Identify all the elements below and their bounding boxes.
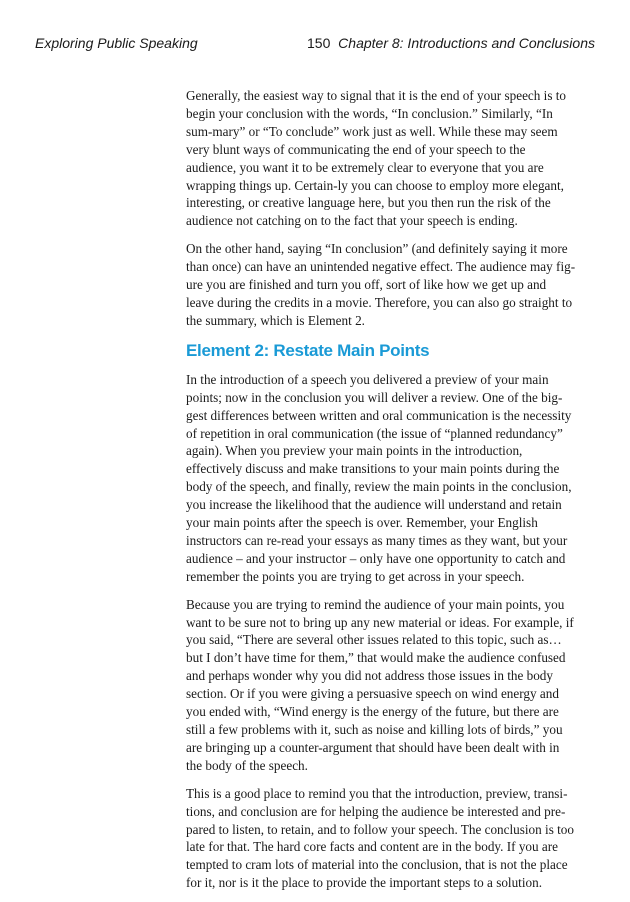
paragraph-in-conclusion-effect: On the other hand, saying “In conclusion” (and definitely saying it more than once) can have an unintended negative effect. The audience may fig-ure you are finished and turn you off, sort of like how we get up and leave during the credits in a movie. Therefore, you can also go straight to the summary, which is Element 2. (186, 241, 576, 328)
paragraph-review-main-points: In the introduction of a speech you delivered a preview of your main points; now in the conclusion you will deliver a review. One of the big-gest differences between written and oral communication is the necessity of repetition in oral communication (the issue of “planned redundancy” again). When you preview your main points in the introduction, effectively discuss and make transitions to your main points during the body of the speech, and finally, review the main points in the conclusion, you increase the likelihood that the audience will understand and retain your main points after the speech is over. Remember, your English instructors can re-read your essays as many times as they want, but your audience – and your instructor – only have one opportunity to catch and remember the points you are trying to get across in your speech. (186, 371, 572, 584)
paragraph-reminder: This is a good place to remind you that the introduction, preview, transi-tions, and conclusion are for helping the audience be interested and pre-pared to listen, to retain, and to follow your speech. The conclusion is too late for that. The hard core facts and content are in the body. If you are tempted to cram lots of material into the conclusion, that is not the place for it, nor is it the place to provide the important steps to a solution. (186, 785, 574, 891)
page-number: 150 (307, 35, 331, 51)
paragraph-conclusion-signal: Generally, the easiest way to signal that it is the end of your speech is to begin your conclusion with the words, “In conclusion.” Similarly, “In sum-mary” or “To conclude” work just as well. While these may seem very blunt ways of communicating the end of your speech to the audience, you want it to be extremely clear to everyone that you are wrapping things up. Certain-ly you can choose to employ more elegant, interesting, or creative language here, but you then run the risk of the audience not catching on to the fact that your speech is ending. (186, 88, 567, 229)
chapter-title: Chapter 8: Introductions and Conclusions (338, 35, 595, 51)
book-title: Exploring Public Speaking (35, 35, 198, 51)
section-heading: Element 2: Restate Main Points (186, 340, 430, 360)
paragraph-no-new-material: Because you are trying to remind the audience of your main points, you want to be sure not to bring up any new material or ideas. For example, if you said, “There are several other issues related to this topic, such as…but I don’t have time for them,” that would make the audience confused and perhaps wonder why you did not address those issues in the body section. Or if you were giving a persuasive speech on wind energy and you ended with, “Wind energy is the energy of the future, but there are still a few problems with it, such as noise and killing lots of birds,” you are bringing up a counter-argument that should have been dealt with in the body of the speech. (186, 596, 574, 773)
page-body (186, 87, 576, 902)
running-header (35, 35, 595, 55)
